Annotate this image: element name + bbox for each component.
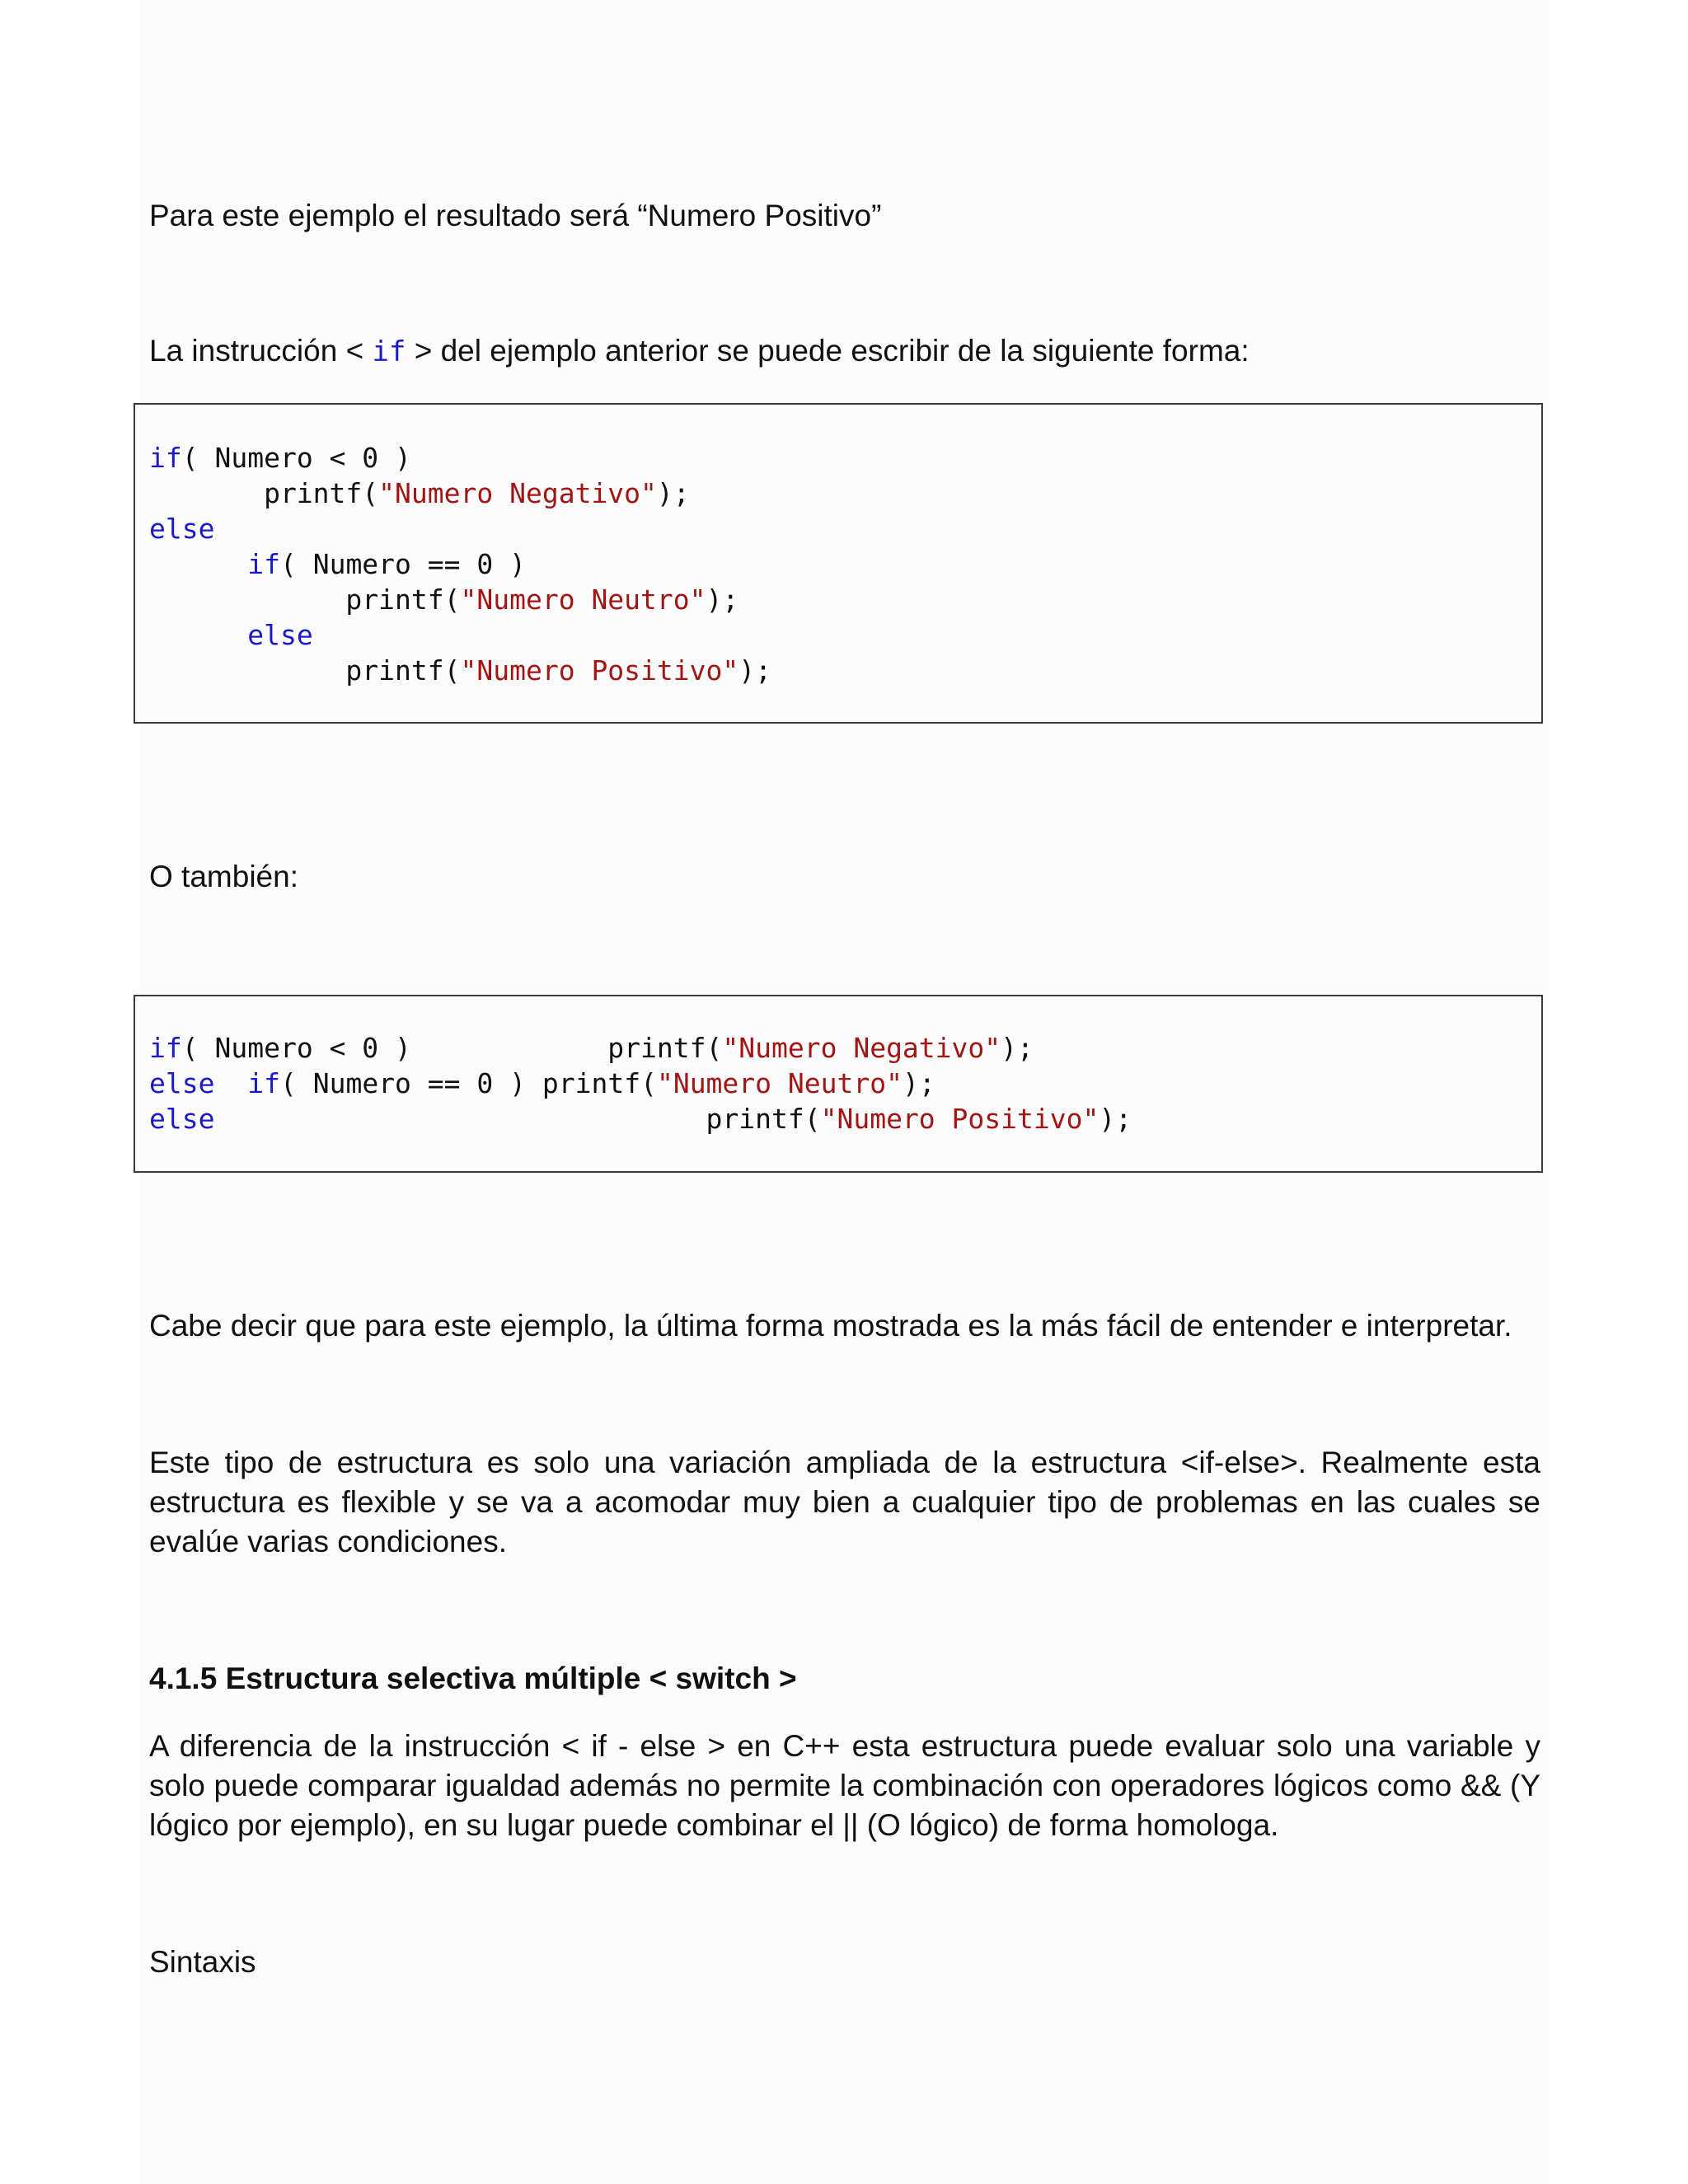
code-line [149, 619, 313, 651]
code-keyword: if [247, 548, 280, 580]
code-string: "Numero Negativo" [722, 1032, 1001, 1064]
also-label: O también: [149, 860, 298, 893]
switch-description: A diferencia de la instrucción < if - else > en C++ esta estructura puede evaluar solo una variable y solo puede comparar igualdad además no permite la combinación con operadores lógicos como && (Y lógico por ejemplo), en su lugar puede combinar el || (O lógico) de forma homologa. [149, 1729, 1540, 1842]
code-token: ( Numero == 0 ) [279, 548, 526, 580]
section-heading: 4.1.5 Estructura selectiva múltiple < switch > [149, 1661, 797, 1695]
code-token: printf( [214, 1103, 821, 1135]
syntax-label: Sintaxis [149, 1945, 256, 1979]
easier-note: Cabe decir que para este ejemplo, la última forma mostrada es la más fácil de entender e interpretar. [149, 1309, 1512, 1343]
code-token: ); [1099, 1103, 1132, 1135]
code-token: ( Numero < 0 ) printf( [181, 1032, 723, 1064]
code-keyword: else [247, 619, 313, 651]
code-block-nested [134, 403, 1543, 724]
code-token: ); [902, 1067, 935, 1099]
code-token: ( Numero < 0 ) [181, 442, 411, 474]
rewrite-intro-after: > del ejemplo anterior se puede escribir de la siguiente forma: [406, 334, 1250, 368]
code-string: "Numero Negativo" [378, 477, 657, 509]
code-line [149, 548, 526, 580]
code-token: printf( [149, 583, 461, 616]
code-keyword: if [149, 1032, 182, 1064]
code-token: printf( [149, 477, 379, 509]
code-string: "Numero Neutro" [460, 583, 706, 616]
code-line [149, 1067, 935, 1099]
code-token: printf( [149, 654, 461, 687]
code-listing [149, 1030, 1132, 1137]
code-keyword: else [149, 1067, 215, 1099]
code-token [149, 548, 247, 580]
code-line [149, 513, 214, 545]
code-line [149, 1032, 1034, 1064]
result-note: Para este ejemplo el resultado será “Numero Positivo” [149, 199, 882, 232]
rewrite-intro-before: La instrucción < [149, 334, 373, 368]
code-string: "Numero Positivo" [820, 1103, 1100, 1135]
code-line [149, 442, 411, 474]
code-string: "Numero Positivo" [460, 654, 739, 687]
code-keyword: if [149, 442, 182, 474]
code-keyword: else [149, 513, 215, 545]
code-token [149, 619, 247, 651]
inline-if-keyword: if [372, 335, 406, 368]
code-token: ( Numero == 0 ) printf( [279, 1067, 657, 1099]
code-line [149, 583, 738, 616]
code-keyword: else [149, 1103, 215, 1135]
code-string: "Numero Neutro" [656, 1067, 903, 1099]
code-listing [149, 440, 771, 688]
code-line [149, 1103, 1132, 1135]
code-token [214, 1067, 247, 1099]
structure-note: Este tipo de estructura es solo una variación ampliada de la estructura <if-else>. Realmente esta estructura es flexible y se va a acomodar muy bien a cualquier tipo de problemas en las cuales se evalúe varias condiciones. [149, 1446, 1540, 1558]
code-keyword: if [247, 1067, 280, 1099]
code-line [149, 477, 690, 509]
rewrite-intro [149, 331, 1540, 372]
code-block-inline [134, 995, 1543, 1173]
code-line [149, 654, 771, 687]
code-token: ); [738, 654, 772, 687]
code-token: ); [1001, 1032, 1034, 1064]
code-token: ); [706, 583, 739, 616]
code-token: ); [656, 477, 690, 509]
